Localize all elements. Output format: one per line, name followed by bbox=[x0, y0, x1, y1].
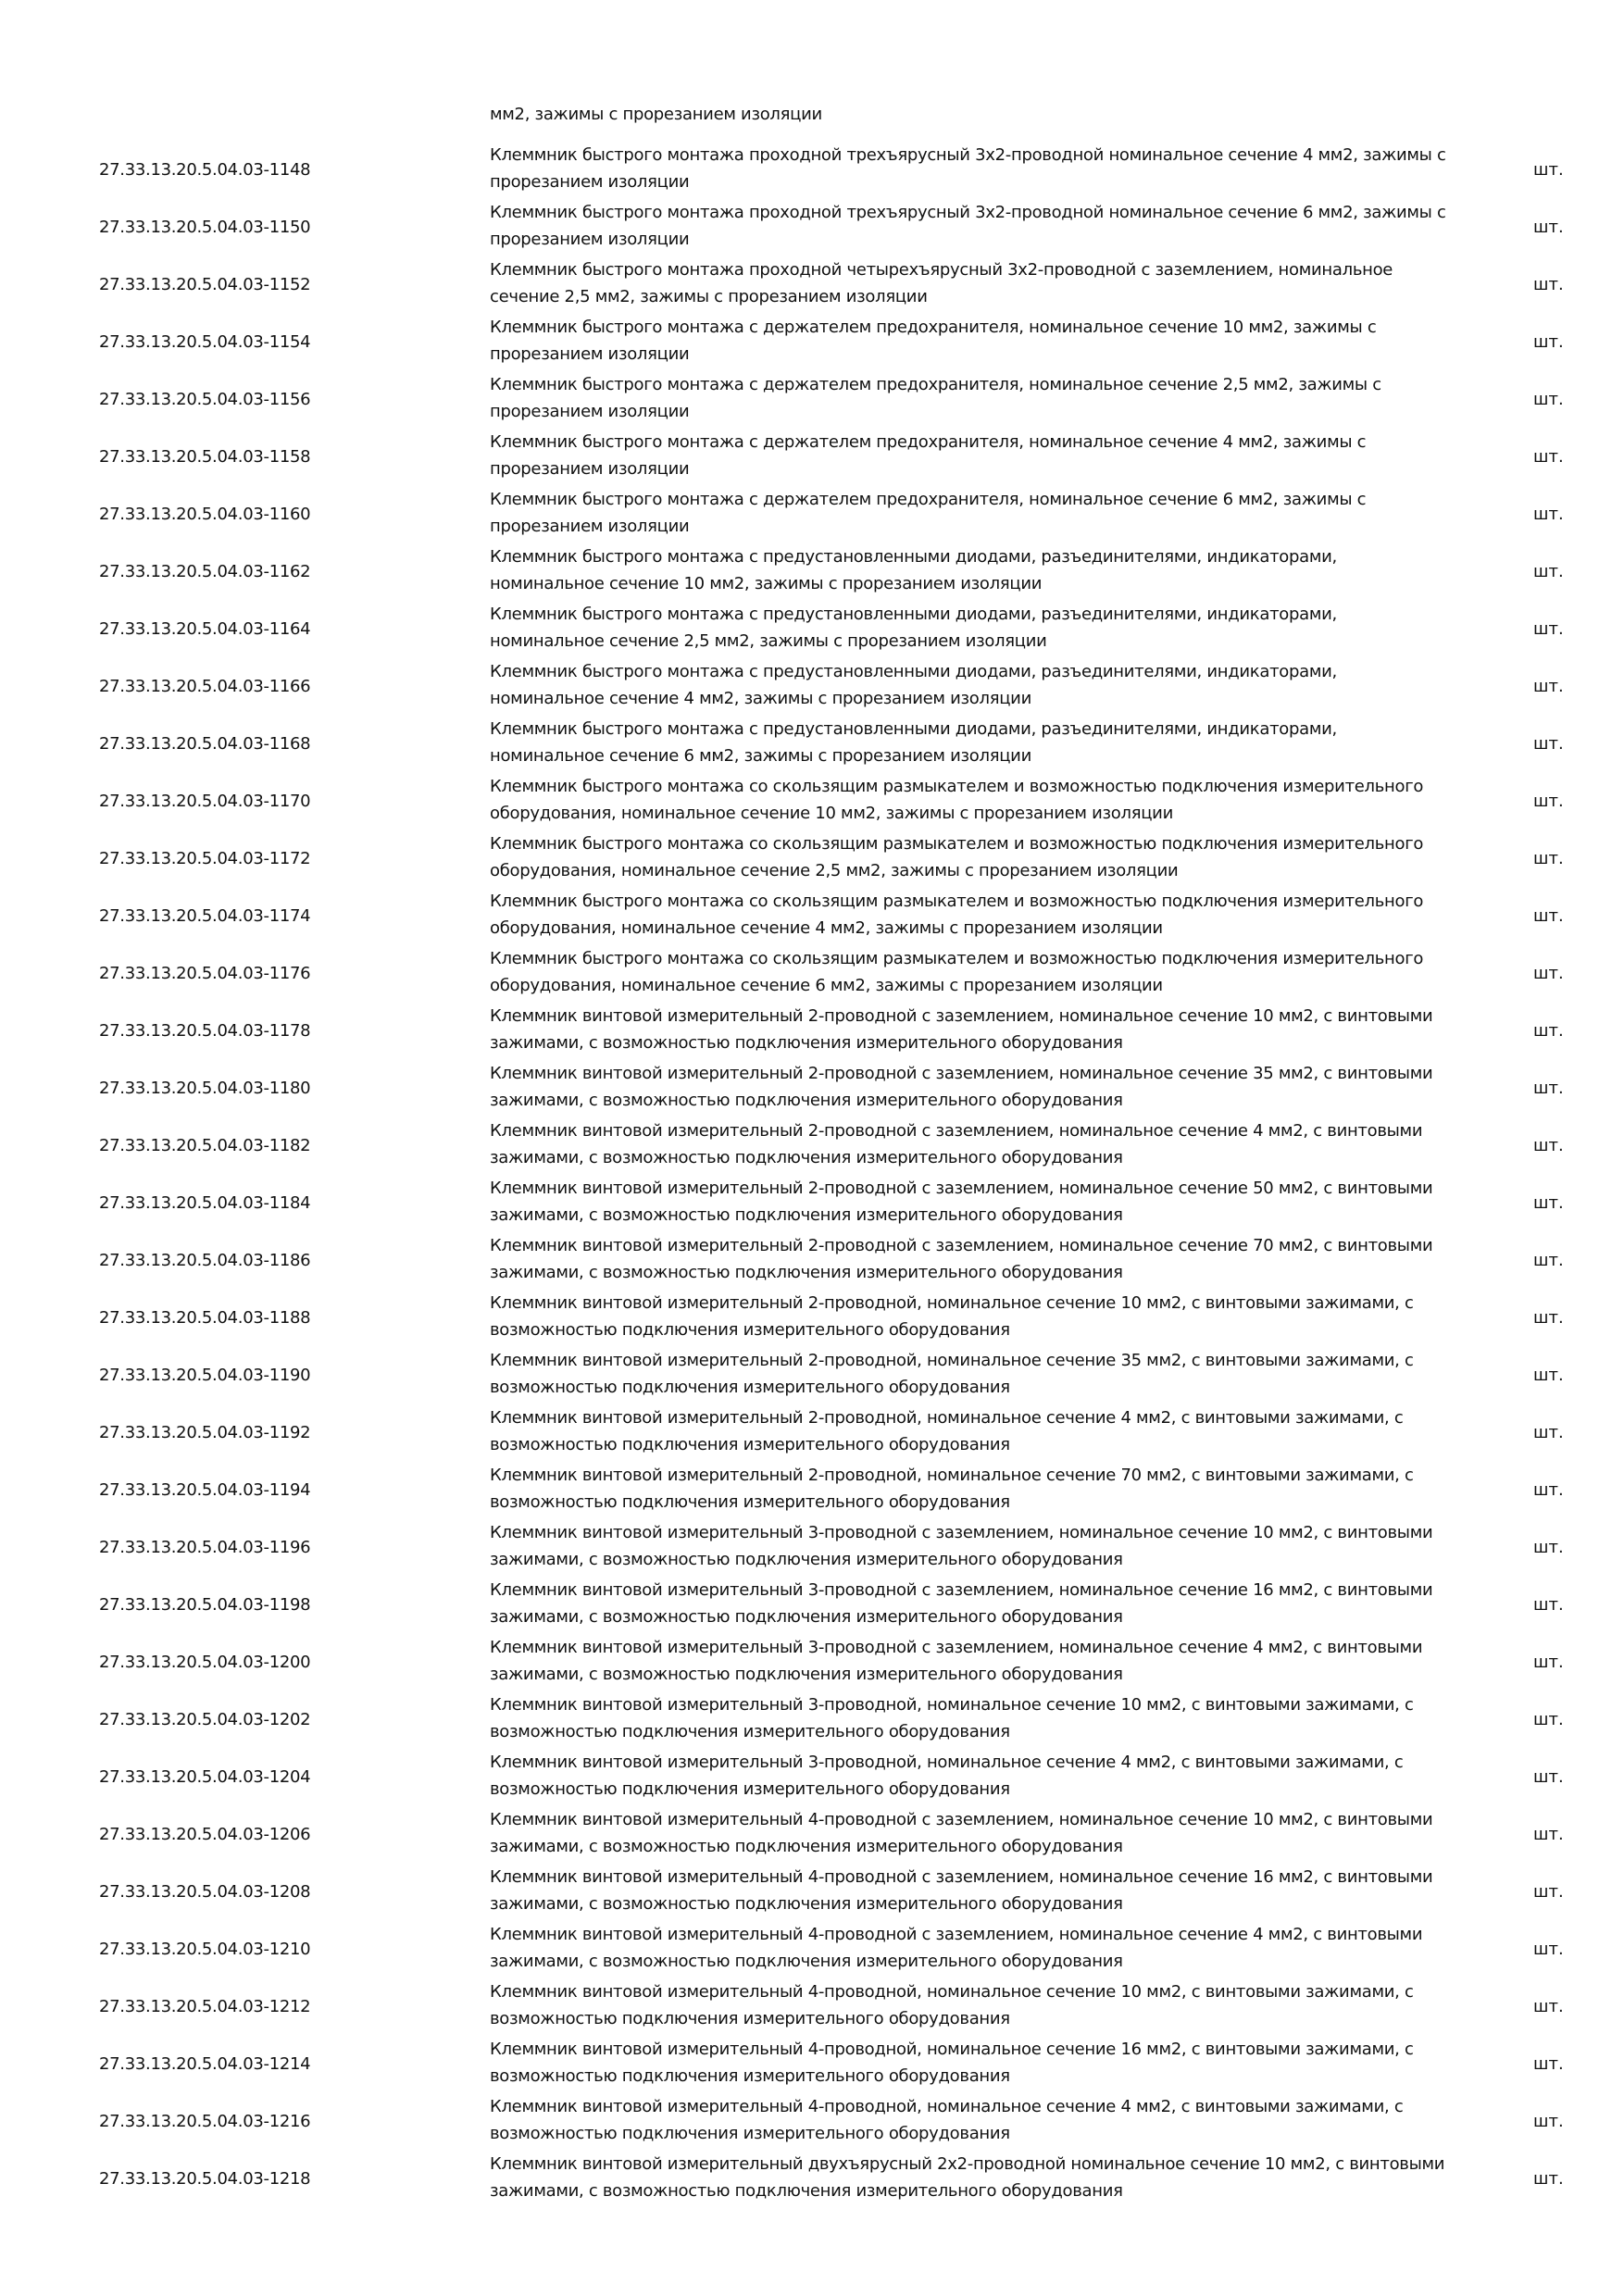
item-code: 27.33.13.20.5.04.03-1156 bbox=[99, 389, 311, 409]
item-unit: шт. bbox=[1533, 1594, 1564, 1615]
item-code: 27.33.13.20.5.04.03-1182 bbox=[99, 1135, 311, 1155]
item-code: 27.33.13.20.5.04.03-1178 bbox=[99, 1020, 311, 1041]
item-code: 27.33.13.20.5.04.03-1176 bbox=[99, 963, 311, 983]
item-name: Клеммник винтовой измерительный 3-проводной с заземлением, номинальное сечение 16 мм2, с винтовыми зажимами, с возможностью подключения измерительного оборудования bbox=[490, 1580, 1433, 1627]
item-name: Клеммник винтовой измерительный 2-проводной, номинальное сечение 10 мм2, с винтовыми зажимами, с возможностью подключения измерительного оборудования bbox=[490, 1293, 1414, 1340]
continuation-text: мм2, зажимы с прорезанием изоляции bbox=[490, 105, 822, 124]
table-row bbox=[0, 1231, 1624, 1289]
item-unit: шт. bbox=[1533, 1307, 1564, 1328]
item-name: Клеммник винтовой измерительный 2-проводной с заземлением, номинальное сечение 10 мм2, с винтовыми зажимами, с возможностью подключения измерительного оборудования bbox=[490, 1006, 1433, 1053]
item-unit: шт. bbox=[1533, 2111, 1564, 2131]
item-unit: шт. bbox=[1533, 446, 1564, 467]
table-row bbox=[0, 1461, 1624, 1518]
table-row bbox=[0, 485, 1624, 543]
item-unit: шт. bbox=[1533, 1250, 1564, 1270]
item-code: 27.33.13.20.5.04.03-1148 bbox=[99, 159, 311, 180]
item-code: 27.33.13.20.5.04.03-1208 bbox=[99, 1881, 311, 1902]
item-name: Клеммник быстрого монтажа с предустановленными диодами, разъединителями, индикаторами, номинальное сечение 6 мм2, зажимы с прорезанием изоляции bbox=[490, 719, 1337, 766]
item-name: Клеммник винтовой измерительный 4-проводной, номинальное сечение 10 мм2, с винтовыми зажимами, с возможностью подключения измерительного оборудования bbox=[490, 1982, 1414, 2028]
table-row bbox=[0, 256, 1624, 313]
price-table bbox=[0, 141, 1624, 2207]
item-code: 27.33.13.20.5.04.03-1202 bbox=[99, 1709, 311, 1729]
item-name: Клеммник быстрого монтажа со скользящим размыкателем и возможностью подключения измерительного оборудования, номинальное сечение 4 мм2, зажимы с прорезанием изоляции bbox=[490, 892, 1424, 938]
item-name: Клеммник быстрого монтажа с держателем предохранителя, номинальное сечение 4 мм2, зажимы с прорезанием изоляции bbox=[490, 432, 1367, 479]
table-row bbox=[0, 887, 1624, 944]
item-unit: шт. bbox=[1533, 618, 1564, 639]
table-row bbox=[0, 1059, 1624, 1117]
item-code: 27.33.13.20.5.04.03-1154 bbox=[99, 331, 311, 352]
item-unit: шт. bbox=[1533, 1939, 1564, 1959]
item-code: 27.33.13.20.5.04.03-1204 bbox=[99, 1766, 311, 1787]
table-row bbox=[0, 2092, 1624, 2150]
item-code: 27.33.13.20.5.04.03-1216 bbox=[99, 2111, 311, 2131]
item-unit: шт. bbox=[1533, 2053, 1564, 2074]
item-name: Клеммник быстрого монтажа проходной трехъярусный 3х2-проводной номинальное сечение 6 мм2, зажимы с прорезанием изоляции bbox=[490, 203, 1446, 249]
table-row bbox=[0, 1346, 1624, 1404]
table-row bbox=[0, 1117, 1624, 1174]
table-row bbox=[0, 1920, 1624, 1978]
table-row bbox=[0, 2150, 1624, 2207]
table-row bbox=[0, 543, 1624, 600]
item-name: Клеммник винтовой измерительный 2-проводной, номинальное сечение 4 мм2, с винтовыми зажимами, с возможностью подключения измерительного оборудования bbox=[490, 1408, 1404, 1454]
item-name: Клеммник винтовой измерительный 2-проводной с заземлением, номинальное сечение 70 мм2, с винтовыми зажимами, с возможностью подключения измерительного оборудования bbox=[490, 1236, 1433, 1282]
item-code: 27.33.13.20.5.04.03-1210 bbox=[99, 1939, 311, 1959]
item-unit: шт. bbox=[1533, 1824, 1564, 1844]
item-name: Клеммник винтовой измерительный 2-проводной с заземлением, номинальное сечение 50 мм2, с винтовыми зажимами, с возможностью подключения измерительного оборудования bbox=[490, 1179, 1433, 1225]
item-name: Клеммник винтовой измерительный 2-проводной, номинальное сечение 70 мм2, с винтовыми зажимами, с возможностью подключения измерительного оборудования bbox=[490, 1466, 1414, 1512]
item-unit: шт. bbox=[1533, 1766, 1564, 1787]
item-code: 27.33.13.20.5.04.03-1188 bbox=[99, 1307, 311, 1328]
table-row bbox=[0, 1978, 1624, 2035]
item-unit: шт. bbox=[1533, 905, 1564, 926]
item-unit: шт. bbox=[1533, 1135, 1564, 1155]
item-code: 27.33.13.20.5.04.03-1172 bbox=[99, 848, 311, 868]
item-code: 27.33.13.20.5.04.03-1170 bbox=[99, 791, 311, 811]
item-name: Клеммник винтовой измерительный 4-проводной, номинальное сечение 16 мм2, с винтовыми зажимами, с возможностью подключения измерительного оборудования bbox=[490, 2040, 1414, 2086]
item-name: Клеммник быстрого монтажа проходной четырехъярусный 3х2-проводной с заземлением, номинальное сечение 2,5 мм2, зажимы с прорезанием изоляции bbox=[490, 260, 1393, 306]
item-unit: шт. bbox=[1533, 1537, 1564, 1557]
item-name: Клеммник винтовой измерительный 2-проводной с заземлением, номинальное сечение 35 мм2, с винтовыми зажимами, с возможностью подключения измерительного оборудования bbox=[490, 1064, 1433, 1110]
item-unit: шт. bbox=[1533, 963, 1564, 983]
item-unit: шт. bbox=[1533, 1020, 1564, 1041]
item-code: 27.33.13.20.5.04.03-1206 bbox=[99, 1824, 311, 1844]
item-unit: шт. bbox=[1533, 2168, 1564, 2189]
item-name: Клеммник быстрого монтажа с держателем предохранителя, номинальное сечение 10 мм2, зажимы с прорезанием изоляции bbox=[490, 318, 1377, 364]
item-name: Клеммник винтовой измерительный двухъярусный 2х2-проводной номинальное сечение 10 мм2, с винтовыми зажимами, с возможностью подключения измерительного оборудования bbox=[490, 2154, 1445, 2201]
table-row bbox=[0, 830, 1624, 887]
item-unit: шт. bbox=[1533, 1996, 1564, 2016]
item-unit: шт. bbox=[1533, 561, 1564, 581]
item-name: Клеммник быстрого монтажа с держателем предохранителя, номинальное сечение 6 мм2, зажимы с прорезанием изоляции bbox=[490, 490, 1367, 536]
item-unit: шт. bbox=[1533, 848, 1564, 868]
item-code: 27.33.13.20.5.04.03-1168 bbox=[99, 733, 311, 754]
item-unit: шт. bbox=[1533, 1365, 1564, 1385]
item-unit: шт. bbox=[1533, 1881, 1564, 1902]
item-unit: шт. bbox=[1533, 1709, 1564, 1729]
table-row bbox=[0, 1805, 1624, 1863]
item-code: 27.33.13.20.5.04.03-1194 bbox=[99, 1479, 311, 1500]
table-row bbox=[0, 1576, 1624, 1633]
item-name: Клеммник винтовой измерительный 3-проводной, номинальное сечение 4 мм2, с винтовыми зажимами, с возможностью подключения измерительного оборудования bbox=[490, 1753, 1404, 1799]
item-name: Клеммник быстрого монтажа со скользящим размыкателем и возможностью подключения измерительного оборудования, номинальное сечение 10 мм2, зажимы с прорезанием изоляции bbox=[490, 777, 1424, 823]
item-name: Клеммник быстрого монтажа с держателем предохранителя, номинальное сечение 2,5 мм2, зажимы с прорезанием изоляции bbox=[490, 375, 1381, 421]
item-code: 27.33.13.20.5.04.03-1160 bbox=[99, 504, 311, 524]
item-unit: шт. bbox=[1533, 389, 1564, 409]
item-name: Клеммник быстрого монтажа со скользящим размыкателем и возможностью подключения измерительного оборудования, номинальное сечение 6 мм2, зажимы с прорезанием изоляции bbox=[490, 949, 1424, 995]
item-code: 27.33.13.20.5.04.03-1164 bbox=[99, 618, 311, 639]
item-name: Клеммник быстрого монтажа со скользящим размыкателем и возможностью подключения измерительного оборудования, номинальное сечение 2,5 мм2, зажимы с прорезанием изоляции bbox=[490, 834, 1424, 880]
item-name: Клеммник винтовой измерительный 4-проводной, номинальное сечение 4 мм2, с винтовыми зажимами, с возможностью подключения измерительного оборудования bbox=[490, 2097, 1404, 2143]
item-unit: шт. bbox=[1533, 1078, 1564, 1098]
item-code: 27.33.13.20.5.04.03-1190 bbox=[99, 1365, 311, 1385]
table-row bbox=[0, 1633, 1624, 1691]
item-code: 27.33.13.20.5.04.03-1212 bbox=[99, 1996, 311, 2016]
table-row bbox=[0, 428, 1624, 485]
item-unit: шт. bbox=[1533, 1652, 1564, 1672]
item-code: 27.33.13.20.5.04.03-1198 bbox=[99, 1594, 311, 1615]
table-row bbox=[0, 1404, 1624, 1461]
item-code: 27.33.13.20.5.04.03-1174 bbox=[99, 905, 311, 926]
item-name: Клеммник винтовой измерительный 3-проводной, номинальное сечение 10 мм2, с винтовыми зажимами, с возможностью подключения измерительного оборудования bbox=[490, 1695, 1414, 1741]
item-unit: шт. bbox=[1533, 274, 1564, 294]
item-unit: шт. bbox=[1533, 504, 1564, 524]
table-row bbox=[0, 2035, 1624, 2092]
item-code: 27.33.13.20.5.04.03-1152 bbox=[99, 274, 311, 294]
table-row bbox=[0, 600, 1624, 657]
item-code: 27.33.13.20.5.04.03-1150 bbox=[99, 217, 311, 237]
item-unit: шт. bbox=[1533, 733, 1564, 754]
item-unit: шт. bbox=[1533, 1479, 1564, 1500]
item-unit: шт. bbox=[1533, 1422, 1564, 1442]
item-name: Клеммник винтовой измерительный 4-проводной с заземлением, номинальное сечение 10 мм2, с винтовыми зажимами, с возможностью подключения измерительного оборудования bbox=[490, 1810, 1433, 1856]
item-code: 27.33.13.20.5.04.03-1218 bbox=[99, 2168, 311, 2189]
item-name: Клеммник винтовой измерительный 3-проводной с заземлением, номинальное сечение 4 мм2, с винтовыми зажимами, с возможностью подключения измерительного оборудования bbox=[490, 1638, 1423, 1684]
table-row bbox=[0, 198, 1624, 256]
item-code: 27.33.13.20.5.04.03-1192 bbox=[99, 1422, 311, 1442]
table-row bbox=[0, 657, 1624, 715]
table-row bbox=[0, 944, 1624, 1002]
table-row bbox=[0, 772, 1624, 830]
item-unit: шт. bbox=[1533, 791, 1564, 811]
table-row bbox=[0, 1518, 1624, 1576]
table-row bbox=[0, 141, 1624, 198]
table-row bbox=[0, 1691, 1624, 1748]
item-name: Клеммник винтовой измерительный 2-проводной с заземлением, номинальное сечение 4 мм2, с винтовыми зажимами, с возможностью подключения измерительного оборудования bbox=[490, 1121, 1423, 1167]
item-name: Клеммник быстрого монтажа с предустановленными диодами, разъединителями, индикаторами, номинальное сечение 4 мм2, зажимы с прорезанием изоляции bbox=[490, 662, 1337, 708]
table-row bbox=[0, 1289, 1624, 1346]
table-row bbox=[0, 1174, 1624, 1231]
item-unit: шт. bbox=[1533, 331, 1564, 352]
table-row bbox=[0, 715, 1624, 772]
table-row bbox=[0, 370, 1624, 428]
item-code: 27.33.13.20.5.04.03-1162 bbox=[99, 561, 311, 581]
item-unit: шт. bbox=[1533, 676, 1564, 696]
item-name: Клеммник винтовой измерительный 2-проводной, номинальное сечение 35 мм2, с винтовыми зажимами, с возможностью подключения измерительного оборудования bbox=[490, 1351, 1414, 1397]
table-row bbox=[0, 313, 1624, 370]
item-code: 27.33.13.20.5.04.03-1180 bbox=[99, 1078, 311, 1098]
item-unit: шт. bbox=[1533, 217, 1564, 237]
item-unit: шт. bbox=[1533, 1192, 1564, 1213]
item-code: 27.33.13.20.5.04.03-1214 bbox=[99, 2053, 311, 2074]
item-name: Клеммник винтовой измерительный 4-проводной с заземлением, номинальное сечение 16 мм2, с винтовыми зажимами, с возможностью подключения измерительного оборудования bbox=[490, 1867, 1433, 1914]
item-name: Клеммник винтовой измерительный 3-проводной с заземлением, номинальное сечение 10 мм2, с винтовыми зажимами, с возможностью подключения измерительного оборудования bbox=[490, 1523, 1433, 1569]
item-code: 27.33.13.20.5.04.03-1166 bbox=[99, 676, 311, 696]
item-code: 27.33.13.20.5.04.03-1184 bbox=[99, 1192, 311, 1213]
item-code: 27.33.13.20.5.04.03-1196 bbox=[99, 1537, 311, 1557]
item-name: Клеммник быстрого монтажа с предустановленными диодами, разъединителями, индикаторами, номинальное сечение 2,5 мм2, зажимы с прорезанием изоляции bbox=[490, 605, 1337, 651]
table-row bbox=[0, 1863, 1624, 1920]
item-name: Клеммник винтовой измерительный 4-проводной с заземлением, номинальное сечение 4 мм2, с винтовыми зажимами, с возможностью подключения измерительного оборудования bbox=[490, 1925, 1423, 1971]
item-unit: шт. bbox=[1533, 159, 1564, 180]
table-row bbox=[0, 1748, 1624, 1805]
item-code: 27.33.13.20.5.04.03-1186 bbox=[99, 1250, 311, 1270]
item-code: 27.33.13.20.5.04.03-1200 bbox=[99, 1652, 311, 1672]
item-name: Клеммник быстрого монтажа с предустановленными диодами, разъединителями, индикаторами, номинальное сечение 10 мм2, зажимы с прорезанием изоляции bbox=[490, 547, 1337, 593]
table-row bbox=[0, 1002, 1624, 1059]
item-code: 27.33.13.20.5.04.03-1158 bbox=[99, 446, 311, 467]
item-name: Клеммник быстрого монтажа проходной трехъярусный 3х2-проводной номинальное сечение 4 мм2, зажимы с прорезанием изоляции bbox=[490, 145, 1446, 192]
